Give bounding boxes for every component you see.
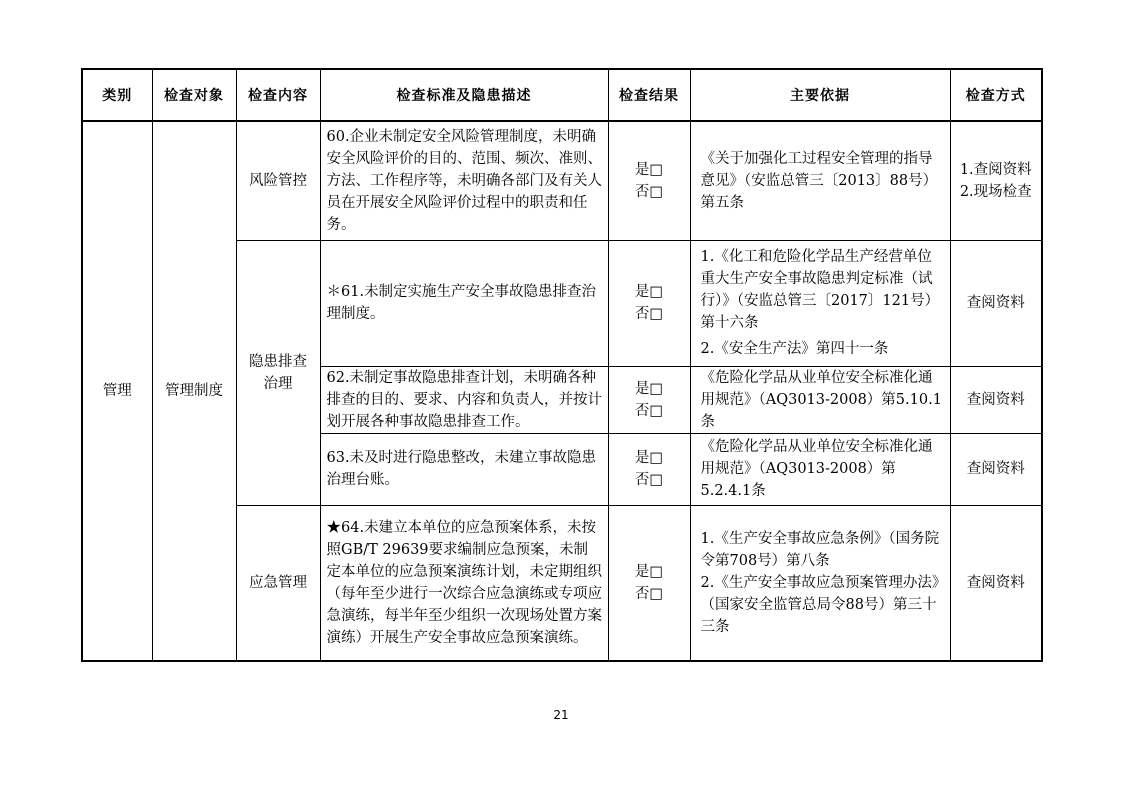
result-cell (608, 240, 690, 366)
basis-cell (690, 240, 950, 366)
result-no-checkbox[interactable]: 否□ (634, 183, 664, 200)
content-cell-emergency: 应急管理 (236, 505, 320, 661)
standard-cell: ★64.未建立本单位的应急预案体系，未按照GB/T 29639要求编制应急预案，未制定本单位的应急预案演练计划，未定期组织（每年至少进行一次综合应急演练或专项应急演练，每半年至少组织一次现场处置方案演练）开展生产安全事故应急预案演练。 (320, 505, 608, 661)
basis-item: 2.《安全生产法》第四十一条 (700, 341, 889, 357)
header-category: 类别 (82, 69, 152, 121)
header-result: 检查结果 (608, 69, 690, 121)
result-no-checkbox[interactable]: 否□ (634, 472, 664, 488)
result-yes-checkbox[interactable]: 是□ (634, 161, 664, 178)
header-standard: 检查标准及隐患描述 (320, 69, 608, 121)
method-cell: 查阅资料 (950, 505, 1042, 661)
basis-item: 1.《化工和危险化学品生产经营单位重大生产安全事故隐患判定标准（试行）》（安监总管三〔2017〕121号）第十六条 (700, 249, 940, 331)
basis-item: 《危险化学品从业单位安全标准化通用规范》（AQ3013-2008）第5.10.1条 (700, 369, 942, 430)
method-cell: 查阅资料 (950, 240, 1042, 366)
header-method: 检查方式 (950, 69, 1042, 121)
basis-item: 《危险化学品从业单位安全标准化通用规范》（AQ3013-2008）第5.2.4.1条 (700, 439, 933, 499)
page-number: 21 (553, 708, 569, 722)
result-no-checkbox[interactable]: 否□ (634, 306, 664, 322)
method-cell: 查阅资料 (950, 366, 1042, 433)
content-cell-risk: 风险管控 (236, 121, 320, 240)
standard-cell: 63.未及时进行隐患整改，未建立事故隐患治理台账。 (320, 433, 608, 505)
table-header-row (82, 69, 1042, 121)
table-row (82, 121, 1042, 240)
header-content: 检查内容 (236, 69, 320, 121)
inspection-table (81, 68, 1043, 662)
header-basis: 主要依据 (690, 69, 950, 121)
basis-item: 1.《生产安全事故应急条例》（国务院令第708号）第八条 (700, 530, 940, 569)
category-cell: 管理 (82, 121, 152, 661)
result-yes-checkbox[interactable]: 是□ (634, 563, 664, 580)
result-yes-checkbox[interactable]: 是□ (634, 284, 664, 300)
standard-cell: ＊61.未制定实施生产安全事故隐患排查治理制度。 (320, 240, 608, 366)
basis-item: 《关于加强化工过程安全管理的指导意见》（安监总管三〔2013〕88号）第五条 (700, 150, 938, 211)
header-object: 检查对象 (152, 69, 236, 121)
result-cell (608, 366, 690, 433)
basis-cell (690, 121, 950, 240)
standard-cell: 62.未制定事故隐患排查计划，未明确各种排查的目的、要求、内容和负责人，并按计划开展各种事故隐患排查工作。 (320, 366, 608, 433)
standard-cell: 60.企业未制定安全风险管理制度，未明确安全风险评价的目的、范围、频次、准则、方法、工作程序等，未明确各部门及有关人员在开展安全风险评价过程中的职责和任务。 (320, 121, 608, 240)
basis-cell (690, 433, 950, 505)
basis-cell (690, 366, 950, 433)
basis-item: 2.《生产安全事故应急预案管理办法》（国家安全监管总局令88号）第三十三条 (700, 574, 940, 635)
method-cell: 查阅资料 (950, 433, 1042, 505)
method-cell: 1.查阅资料 2.现场检查 (950, 121, 1042, 240)
result-yes-checkbox[interactable]: 是□ (634, 380, 664, 397)
basis-cell (690, 505, 950, 661)
object-cell: 管理制度 (152, 121, 236, 661)
result-yes-checkbox[interactable]: 是□ (634, 450, 664, 466)
result-no-checkbox[interactable]: 否□ (634, 585, 664, 602)
content-cell-hazard: 隐患排查 治理 (236, 240, 320, 505)
result-cell (608, 121, 690, 240)
result-cell (608, 433, 690, 505)
result-cell (608, 505, 690, 661)
result-no-checkbox[interactable]: 否□ (634, 402, 664, 419)
